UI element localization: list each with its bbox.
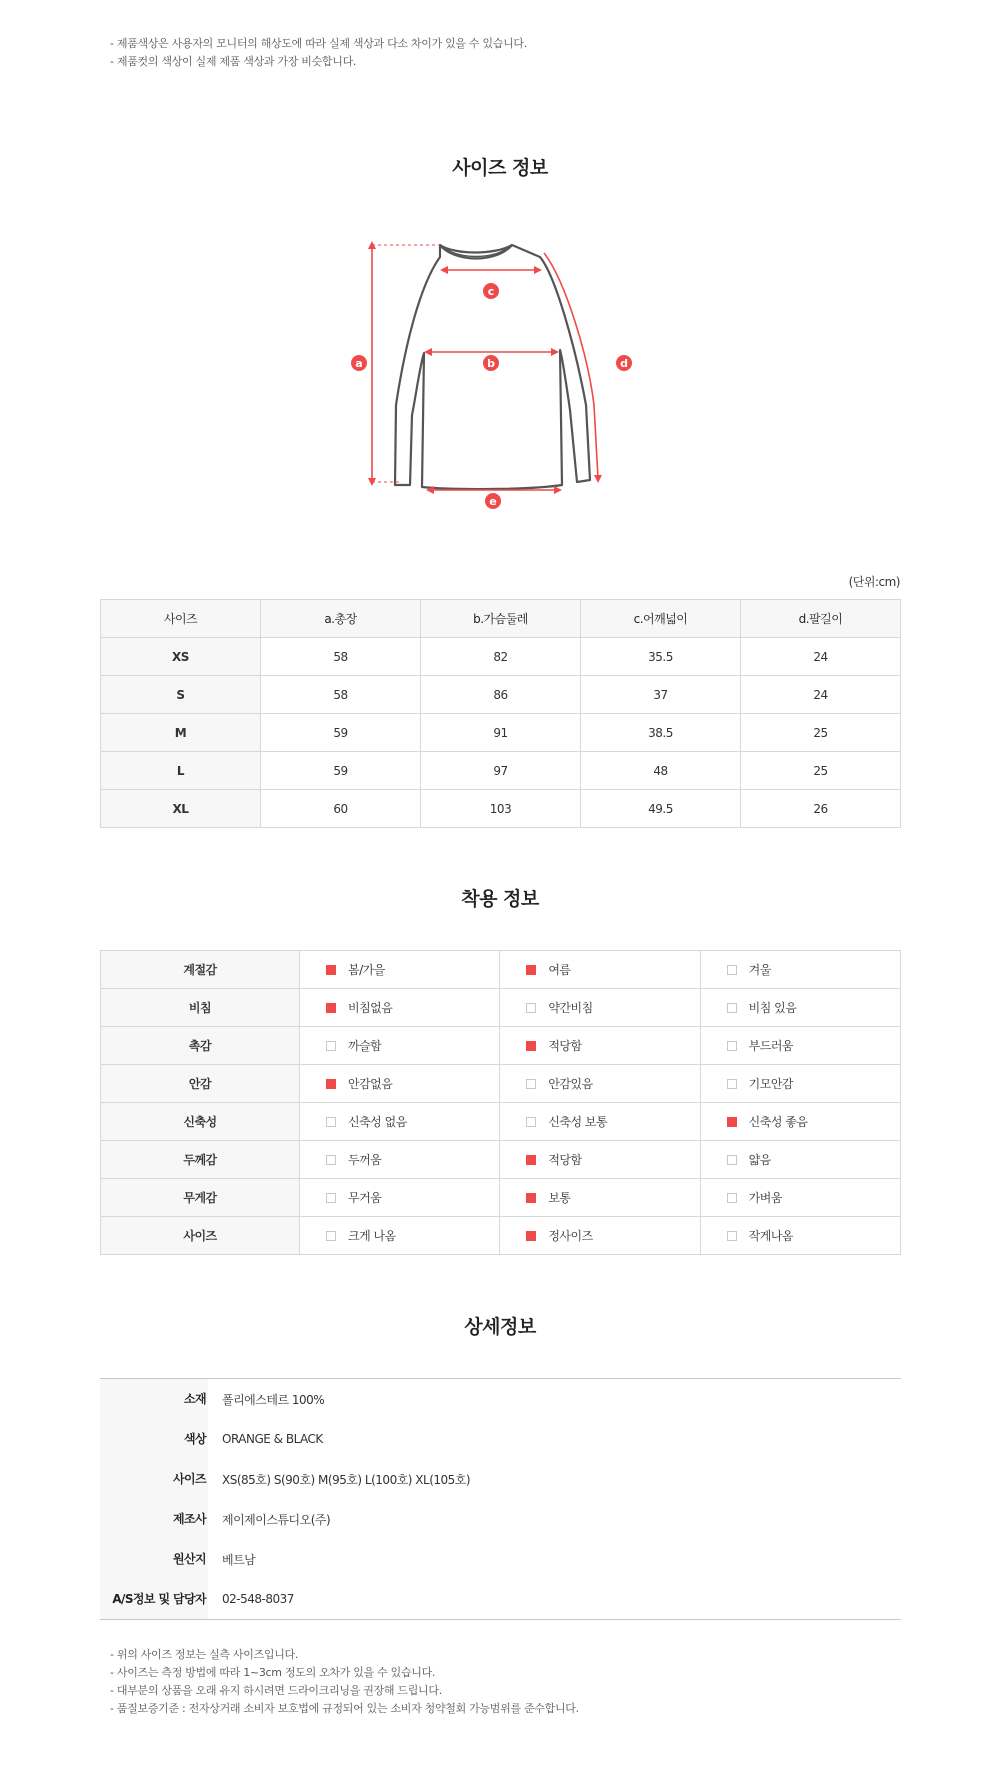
fit-option: [500, 1179, 700, 1217]
bottom-note: - 품질보증기준 : 전자상거래 소비자 보호법에 규정되어 있는 소비자 청약철회 가능범위를 준수합니다.: [110, 1702, 579, 1715]
chest-cell: 103: [421, 790, 581, 828]
shoulder-cell: 48: [581, 752, 741, 790]
checked-box-icon: [526, 1041, 536, 1051]
length-cell: 59: [261, 714, 421, 752]
detail-row-manufacturer: [100, 1499, 901, 1539]
garment-size-diagram: [340, 235, 645, 520]
measure-label-e: [485, 493, 501, 509]
fit-row: [101, 1179, 901, 1217]
sleeve-cell: 24: [741, 638, 901, 676]
unchecked-box-icon: [526, 1117, 536, 1127]
detail-value: 제이제이스튜디오(주): [222, 1512, 331, 1527]
table-row: [101, 790, 901, 828]
detail-row-material: [100, 1379, 901, 1419]
checked-box-icon: [526, 1193, 536, 1203]
fit-option: [700, 1027, 900, 1065]
unchecked-box-icon: [727, 965, 737, 975]
top-note: - 제품색상은 사용자의 모니터의 해상도에 따라 실제 색상과 다소 차이가 있을 수 있습니다.: [110, 37, 527, 50]
fit-option: [500, 1103, 700, 1141]
size-table: [100, 599, 901, 828]
fit-option: [500, 989, 700, 1027]
table-row: [101, 714, 901, 752]
fit-row-label: 신축성: [101, 1103, 300, 1141]
shoulder-cell: 37: [581, 676, 741, 714]
unchecked-box-icon: [326, 1193, 336, 1203]
fit-option: [500, 1027, 700, 1065]
fit-row-label: 비침: [101, 989, 300, 1027]
fit-option: [700, 951, 900, 989]
fit-option-label: 크게 나옴: [348, 1229, 396, 1243]
fit-option-label: 기모안감: [748, 1077, 794, 1091]
chest-cell: 82: [421, 638, 581, 676]
shoulder-cell: 35.5: [581, 638, 741, 676]
fit-option-label: 신축성 좋음: [748, 1115, 808, 1129]
checked-box-icon: [727, 1117, 737, 1127]
fit-option: [500, 1217, 700, 1255]
fit-option: [700, 989, 900, 1027]
unchecked-box-icon: [526, 1003, 536, 1013]
chest-cell: 97: [421, 752, 581, 790]
detail-label: 제조사: [100, 1499, 208, 1539]
fit-option: [500, 1141, 700, 1179]
fit-option-label: 작게나옴: [748, 1229, 794, 1243]
table-row: [101, 752, 901, 790]
fit-option: [300, 1027, 500, 1065]
fit-option: [700, 1103, 900, 1141]
header-chest: b.가슴둘레: [421, 600, 581, 638]
sleeve-cell: 24: [741, 676, 901, 714]
detail-row-size: [100, 1459, 901, 1499]
size-cell: S: [101, 676, 261, 714]
unit-label: (단위:cm): [848, 575, 900, 589]
header-length: a.총장: [261, 600, 421, 638]
measure-label-d: [616, 355, 632, 371]
checked-box-icon: [326, 1003, 336, 1013]
header-shoulder: c.어깨넓이: [581, 600, 741, 638]
fit-option: [300, 951, 500, 989]
fit-option: [300, 989, 500, 1027]
length-cell: 58: [261, 638, 421, 676]
fit-row: [101, 1103, 901, 1141]
fit-option: [300, 1141, 500, 1179]
size-section-title: 사이즈 정보: [452, 157, 548, 179]
detail-table: [100, 1378, 901, 1620]
fit-row: [101, 1141, 901, 1179]
unchecked-box-icon: [727, 1041, 737, 1051]
fit-option-label: 얇음: [748, 1153, 771, 1167]
bottom-note: - 사이즈는 측정 방법에 따라 1~3cm 정도의 오차가 있을 수 있습니다.: [110, 1666, 436, 1679]
detail-value: 폴리에스테르 100%: [222, 1392, 325, 1407]
fit-row-label: 계절감: [101, 951, 300, 989]
fit-row: [101, 1027, 901, 1065]
checked-box-icon: [326, 1079, 336, 1089]
fit-option-label: 비침없음: [348, 1001, 393, 1015]
sleeve-cell: 25: [741, 714, 901, 752]
shoulder-cell: 38.5: [581, 714, 741, 752]
size-cell: M: [101, 714, 261, 752]
detail-row-color: [100, 1419, 901, 1459]
fit-option: [500, 951, 700, 989]
detail-label: A/S정보 및 담당자: [100, 1579, 208, 1619]
fit-option-label: 가벼움: [748, 1191, 782, 1205]
size-table-header: [101, 600, 901, 638]
sleeve-cell: 25: [741, 752, 901, 790]
checked-box-icon: [326, 965, 336, 975]
svg-text:c: c: [487, 285, 495, 298]
fit-option: [700, 1217, 900, 1255]
shoulder-cell: 49.5: [581, 790, 741, 828]
fit-option: [300, 1179, 500, 1217]
checked-box-icon: [526, 965, 536, 975]
fit-option-label: 까슬함: [348, 1039, 382, 1053]
header-size: 사이즈: [101, 600, 261, 638]
fit-row-label: 사이즈: [101, 1217, 300, 1255]
length-cell: 58: [261, 676, 421, 714]
top-notes: [110, 35, 527, 71]
svg-text:b: b: [487, 357, 495, 370]
top-note: - 제품컷의 색상이 실제 제품 색상과 가장 비슷합니다.: [110, 55, 357, 68]
fit-option-label: 안감없음: [348, 1077, 393, 1091]
fit-option: [700, 1141, 900, 1179]
fit-row-label: 무게감: [101, 1179, 300, 1217]
measure-label-c: [483, 283, 499, 299]
fit-row: [101, 989, 901, 1027]
measure-label-b: [483, 355, 499, 371]
unchecked-box-icon: [727, 1231, 737, 1241]
table-row: [101, 676, 901, 714]
length-cell: 59: [261, 752, 421, 790]
unchecked-box-icon: [727, 1003, 737, 1013]
size-cell: XS: [101, 638, 261, 676]
fit-row: [101, 951, 901, 989]
fit-option-label: 보통: [548, 1191, 571, 1205]
fit-option-label: 부드러움: [748, 1039, 794, 1053]
size-cell: XL: [101, 790, 261, 828]
unchecked-box-icon: [326, 1155, 336, 1165]
fit-option-label: 약간비침: [548, 1001, 593, 1015]
chest-cell: 91: [421, 714, 581, 752]
detail-label: 원산지: [100, 1539, 208, 1579]
detail-label: 색상: [100, 1419, 208, 1459]
unchecked-box-icon: [326, 1041, 336, 1051]
detail-row-origin: [100, 1539, 901, 1579]
unchecked-box-icon: [727, 1193, 737, 1203]
fit-option-label: 신축성 없음: [348, 1115, 407, 1129]
fit-section-title: 착용 정보: [461, 888, 539, 910]
chest-cell: 86: [421, 676, 581, 714]
fit-row-label: 두께감: [101, 1141, 300, 1179]
detail-value: XS(85호) S(90호) M(95호) L(100호) XL(105호): [222, 1472, 471, 1487]
detail-value: 베트남: [222, 1552, 256, 1567]
fit-row-label: 촉감: [101, 1027, 300, 1065]
fit-option: [300, 1065, 500, 1103]
fit-option: [500, 1065, 700, 1103]
detail-label: 소재: [100, 1379, 208, 1419]
detail-value: 02-548-8037: [222, 1592, 294, 1606]
bottom-note: - 위의 사이즈 정보는 실측 사이즈입니다.: [110, 1648, 299, 1661]
fit-row-label: 안감: [101, 1065, 300, 1103]
unchecked-box-icon: [727, 1079, 737, 1089]
fit-option-label: 신축성 보통: [548, 1115, 608, 1129]
bottom-note: - 대부분의 상품을 오래 유지 하시려면 드라이크리닝을 권장해 드립니다.: [110, 1684, 442, 1697]
fit-option-label: 정사이즈: [548, 1229, 593, 1243]
bottom-notes: [110, 1646, 579, 1718]
sleeve-cell: 26: [741, 790, 901, 828]
svg-text:a: a: [355, 357, 363, 370]
fit-option-label: 여름: [548, 963, 571, 977]
unchecked-box-icon: [326, 1117, 336, 1127]
header-sleeve: d.팔길이: [741, 600, 901, 638]
unchecked-box-icon: [326, 1231, 336, 1241]
fit-option-label: 겨울: [748, 963, 771, 977]
fit-option-label: 비침 있음: [748, 1001, 797, 1015]
detail-section-title: 상세정보: [464, 1316, 536, 1338]
fit-option-label: 적당함: [548, 1153, 582, 1167]
svg-text:d: d: [620, 357, 628, 370]
fit-option-label: 두꺼움: [348, 1153, 382, 1167]
fit-row: [101, 1065, 901, 1103]
fit-option: [700, 1179, 900, 1217]
unchecked-box-icon: [727, 1155, 737, 1165]
fit-option-label: 안감있음: [548, 1077, 593, 1091]
fit-option-label: 봄/가을: [348, 963, 385, 977]
svg-text:e: e: [489, 495, 497, 508]
measure-label-a: [351, 355, 367, 371]
fit-table: [100, 950, 901, 1255]
fit-option-label: 적당함: [548, 1039, 582, 1053]
table-row: [101, 638, 901, 676]
detail-row-as-contact: [100, 1579, 901, 1619]
fit-option-label: 무거움: [348, 1191, 382, 1205]
size-cell: L: [101, 752, 261, 790]
checked-box-icon: [526, 1231, 536, 1241]
fit-option: [700, 1065, 900, 1103]
fit-option: [300, 1103, 500, 1141]
detail-value: ORANGE & BLACK: [222, 1432, 323, 1446]
checked-box-icon: [526, 1155, 536, 1165]
fit-option: [300, 1217, 500, 1255]
fit-row: [101, 1217, 901, 1255]
length-cell: 60: [261, 790, 421, 828]
unchecked-box-icon: [526, 1079, 536, 1089]
detail-label: 사이즈: [100, 1459, 208, 1499]
